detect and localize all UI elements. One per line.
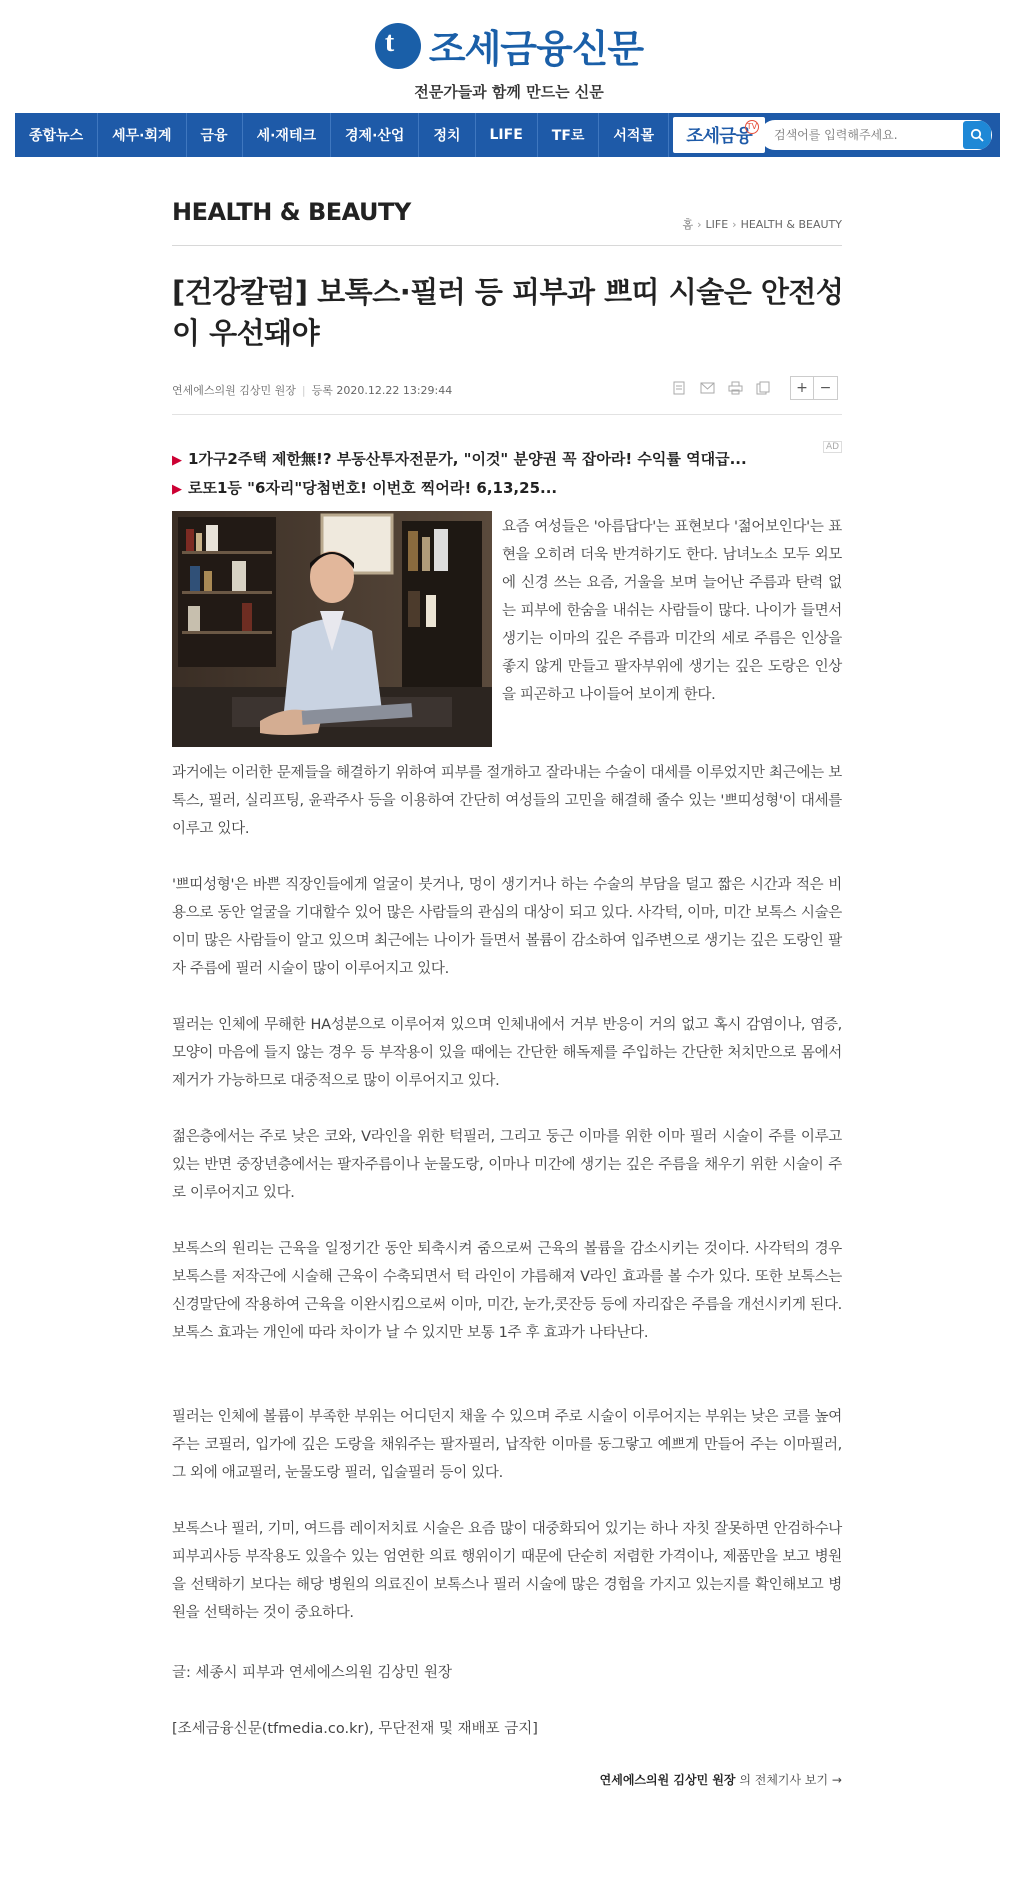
nav-item-bookstore[interactable]: 서적몰 — [599, 113, 669, 157]
scrap-icon[interactable] — [752, 377, 774, 399]
arrow-icon: ▶ — [172, 482, 182, 497]
author-name[interactable]: 연세에스의원 김상민 원장 — [172, 384, 296, 397]
promo-link[interactable] — [172, 448, 747, 469]
logo-text: 조세금융신문 — [428, 27, 644, 71]
logo-emblem-icon: t — [375, 23, 421, 69]
divider — [172, 414, 842, 415]
font-increase-button[interactable]: + — [790, 376, 814, 400]
ad-badge: AD — [823, 441, 842, 453]
nav-item-tax-investment[interactable]: 세·재테크 — [243, 113, 331, 157]
promo-text: 1가구2주택 제한無!? 부동산투자전문가, "이것" 분양권 꼭 잡아라! 수익률 역대급... — [188, 450, 747, 468]
article-tools — [668, 377, 774, 399]
breadcrumb-health-beauty[interactable]: HEALTH & BEAUTY — [740, 218, 842, 231]
tv-label: 조세금융 — [686, 126, 752, 147]
article-paragraph: 보톡스의 원리는 근육을 일정기간 동안 퇴축시켜 줌으로써 근육의 볼륨을 감소시키는 것이다. 사각턱의 경우 보톡스를 저작근에 시술해 근육이 수축되면서 턱 라인이 갸름해져 V라인 효과를 볼 수가 있다. 또한 보톡스는 신경말단에 작용하여 근육을 이완시킴으로써 이마, 미간, 눈가,콧잔등 등에 자리잡은 주름을 개선시키게 된다. 보톡스 효과는 개인에 따라 차이가 날 수 있지만 보통 1주 후 효과가 나타난다. — [172, 1241, 842, 1341]
nav-item-news[interactable]: 종합뉴스 — [15, 113, 98, 157]
arrow-icon: ▶ — [172, 453, 182, 468]
site-header — [0, 18, 1018, 102]
font-decrease-button[interactable]: − — [814, 376, 838, 400]
promo-link[interactable] — [172, 477, 557, 498]
section-header — [172, 198, 842, 231]
search-icon — [970, 128, 984, 142]
email-icon[interactable] — [696, 377, 718, 399]
article-signature: 글: 세종시 피부과 연세에스의원 김상민 원장 — [172, 1665, 453, 1681]
tagline: 전문가들과 함께 만드는 신문 — [414, 83, 604, 101]
main-nav — [15, 113, 1000, 157]
article-list-icon[interactable] — [668, 377, 690, 399]
breadcrumb-home[interactable]: 홈 — [682, 218, 694, 231]
nav-item-tf[interactable]: TF로 — [538, 113, 600, 157]
nav-item-politics[interactable]: 정치 — [419, 113, 475, 157]
nav-item-tax-accounting[interactable]: 세무·회계 — [98, 113, 186, 157]
article-paragraph: 젊은층에서는 주로 낮은 코와, V라인을 위한 턱필러, 그리고 둥근 이마를 위한 이마 필러 시술이 주를 이루고 있는 반면 중장년층에서는 팔자주름이나 눈물도랑, 이마나 미간에 생기는 깊은 주름을 채우기 위한 시술이 주로 이루어지고 있다. — [172, 1129, 842, 1201]
nav-item-economy[interactable]: 경제·산업 — [331, 113, 419, 157]
article-paragraph: 과거에는 이러한 문제들을 해결하기 위하여 피부를 절개하고 잘라내는 수술이 대세를 이루었지만 최근에는 보톡스, 필러, 실리프팅, 윤곽주사 등을 이용하여 간단히 여성들의 고민을 해결해 줄수 있는 '쁘띠성형'이 대세를 이루고 있다. — [172, 765, 842, 837]
article-photo — [172, 511, 492, 747]
breadcrumb-life[interactable]: LIFE — [705, 218, 729, 231]
nav-item-life[interactable]: LIFE — [476, 113, 538, 157]
tv-link-button[interactable] — [673, 117, 765, 153]
font-size-controls — [790, 376, 838, 400]
search-input[interactable] — [760, 120, 963, 150]
copyright-notice: [조세금융신문(tfmedia.co.kr), 무단전재 및 재배포 금지] — [172, 1721, 538, 1737]
promo-text: 로또1등 "6자리"당첨번호! 이번호 찍어라! 6,13,25... — [188, 479, 558, 497]
more-author-name: 연세에스의원 김상민 원장 — [599, 1773, 736, 1787]
article-paragraph: 필러는 인체에 볼륨이 부족한 부위는 어디던지 채울 수 있으며 주로 시술이 이루어지는 부위는 낮은 코를 높여주는 코필러, 입가에 깊은 도랑을 채워주는 팔자필러, 납작한 이마를 동그랗고 예쁘게 만들어 주는 이마필러, 그 외에 애교필러, 눈물도랑 필러, 입술필러 등이 있다. — [172, 1409, 842, 1481]
byline: 연세에스의원 김상민 원장 | 등록 2020.12.22 13:29:44 — [172, 384, 453, 397]
site-logo[interactable] — [375, 18, 643, 73]
section-title: HEALTH & BEAUTY — [172, 198, 411, 226]
article-paragraph: 보톡스나 필러, 기미, 여드름 레이저치료 시술은 요즘 많이 대중화되어 있기는 하나 자칫 잘못하면 안검하수나 피부괴사등 부작용도 있을수 있는 엄연한 의료 행위이기 때문에 단순히 저렴한 가격이나, 제품만을 보고 병원을 선택하기 보다는 해당 병원의 의료진이 보톡스나 필러 시술에 많은 경험을 가지고 있는지를 확인해보고 병원을 선택하는 것이 중요하다. — [172, 1521, 842, 1621]
breadcrumb: 홈 › LIFE › HEALTH & BEAUTY — [682, 218, 842, 231]
article-headline: [건강칼럼] 보톡스·필러 등 피부과 쁘띠 시술은 안전성이 우선돼야 — [172, 275, 844, 350]
divider — [172, 245, 842, 246]
print-icon[interactable] — [724, 377, 746, 399]
article-paragraph: 필러는 인체에 무해한 HA성분으로 이루어져 있으며 인체내에서 거부 반응이 거의 없고 혹시 감염이나, 염증, 모양이 마음에 들지 않는 경우 등 부작용이 있을 때에는 간단한 해독제를 주입하는 간단한 처치만으로 몸에서 제거가 가능하므로 대중적으로 많이 이루어지고 있다. — [172, 1017, 842, 1089]
author-all-articles-link[interactable] — [600, 1771, 842, 1788]
tv-badge: TV — [745, 120, 759, 134]
more-suffix: 의 전체기사 보기 → — [735, 1773, 842, 1787]
search-button[interactable] — [963, 121, 991, 149]
nav-item-finance[interactable]: 금융 — [187, 113, 243, 157]
publish-date: 등록 2020.12.22 13:29:44 — [311, 384, 453, 397]
search-box — [760, 120, 992, 150]
article-intro: 요즘 여성들은 '아름답다'는 표현보다 '젊어보인다'는 표현을 오히려 더욱 반겨하기도 한다. 남녀노소 모두 외모에 신경 쓰는 요즘, 거울을 보며 늘어난 주름과 탄력 없는 피부에 한숨을 내쉬는 사람들이 많다. 나이가 들면서 생기는 이마의 깊은 주름과 미간의 세로 주름은 인상을 좋지 않게 만들고 팔자부위에 생기는 깊은 도랑은 인상을 피곤하고 나이들어 보이게 한다. — [502, 519, 842, 703]
article-paragraph: '쁘띠성형'은 바쁜 직장인들에게 얼굴이 붓거나, 멍이 생기거나 하는 수술의 부담을 덜고 짧은 시간과 적은 비용으로 동안 얼굴을 기대할수 있어 많은 사람들의 관심의 대상이 되고 있다. 사각턱, 이마, 미간 보톡스 시술은 이미 많은 사람들이 알고 있으며 최근에는 나이가 들면서 볼륨이 감소하여 입주변으로 생기는 깊은 도랑인 팔자 주름에 필러 시술이 많이 이루어지고 있다. — [172, 877, 842, 977]
